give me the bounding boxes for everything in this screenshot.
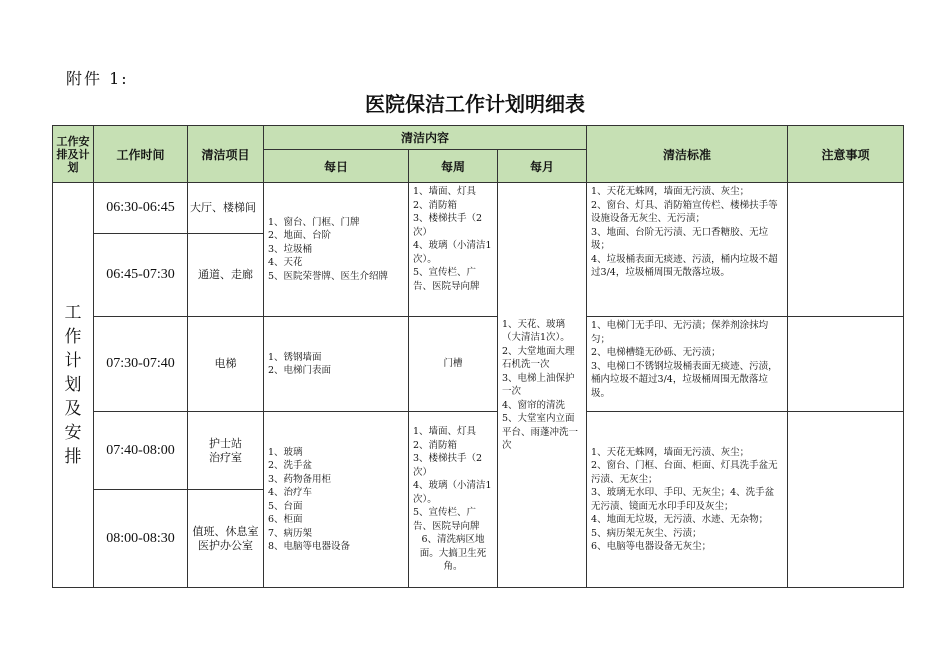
side-char: 划 <box>64 375 82 395</box>
side-char: 计 <box>64 351 82 371</box>
list-item: 4、玻璃（小清洁1次）。 <box>413 240 492 265</box>
header-time: 工作时间 <box>94 126 188 183</box>
list-item: 6、柜面 <box>268 514 303 525</box>
list-item: 3、电梯口不锈钢垃圾桶表面无痰迹、污渍，桶内垃圾不超过3/4，垃圾桶周围无散落垃圾。 <box>591 360 778 399</box>
list-item: 1、天花、玻璃（大清洁1次）。 <box>502 318 570 343</box>
page-title: 医院保洁工作计划明细表 <box>365 92 585 116</box>
item-cell <box>188 490 264 588</box>
monthly-content <box>498 183 587 588</box>
standard-content <box>587 317 788 412</box>
item-cell: 通道、走廊 <box>188 234 264 317</box>
list-item: 6、电脑等电器设备无灰尘； <box>591 541 712 552</box>
header-standard: 清洁标准 <box>587 126 788 183</box>
header-monthly: 每月 <box>498 150 587 183</box>
header-content: 清洁内容 <box>264 126 587 150</box>
list-item: 5、台面 <box>268 500 303 512</box>
weekly-content <box>409 412 498 588</box>
list-item: 2、洗手盆 <box>268 460 313 471</box>
list-item: 4、玻璃（小清洁1次）。 <box>413 480 492 505</box>
side-char: 排 <box>64 447 82 467</box>
cleaning-plan-table <box>52 125 904 588</box>
list-item: 3、垃圾桶 <box>268 243 313 255</box>
list-item: 3、药物备用柜 <box>268 473 332 485</box>
time-cell: 06:30-06:45 <box>94 183 188 234</box>
list-item: 1、墙面、灯具 <box>413 426 477 438</box>
header-arrangement: 工作安排及计划 <box>53 126 94 183</box>
header-daily: 每日 <box>264 150 409 183</box>
list-item: 3、地面、台阶无污渍、无口香糖胶、无垃圾； <box>591 226 769 251</box>
notes-cell <box>788 412 904 588</box>
list-item: 1、天花无蛛网，墙面无污渍、灰尘； <box>591 446 750 458</box>
list-item: 2、窗台、灯具、消防箱宣传栏、楼梯扶手等设施设备无灰尘、无污渍； <box>591 199 778 224</box>
daily-content <box>264 183 409 317</box>
time-cell: 06:45-07:30 <box>94 234 188 317</box>
time-cell: 08:00-08:30 <box>94 490 188 588</box>
side-char: 工 <box>64 303 82 323</box>
list-item: 1、锈钢墙面 <box>268 351 322 363</box>
list-item: 4、垃圾桶表面无痰迹、污渍，桶内垃圾不超过3/4，垃圾桶周围无散落垃圾。 <box>591 253 778 278</box>
list-item: 2、消防箱 <box>413 199 458 211</box>
list-item: 2、窗台、门框、台面、柜面、灯具洗手盆无污渍、无灰尘； <box>591 460 778 485</box>
list-item: 3、电梯上油保护一次 <box>502 372 575 397</box>
list-item: 1、窗台、门框、门牌 <box>268 216 360 228</box>
list-item: 6、清洗病区地面。大搞卫生死角。 <box>419 534 487 573</box>
list-item: 5、宣传栏、广告、医院导向牌 <box>413 267 480 292</box>
standard-content <box>587 412 788 588</box>
list-item: 7、病历架 <box>268 527 313 539</box>
list-item: 2、大堂地面大理石机洗一次 <box>502 345 575 370</box>
attachment-label: 附件 1: <box>66 69 129 88</box>
item-line: 值班、休息室 医护办公室 <box>192 524 259 552</box>
header-item: 清洁项目 <box>188 126 264 183</box>
list-item: 3、玻璃无水印、手印、无灰尘；4、洗手盆无污渍、镜面无水印手印及灰尘； <box>591 487 775 512</box>
list-item: 4、治疗车 <box>268 487 313 498</box>
item-line: 护士站 治疗室 <box>209 436 242 464</box>
standard-content <box>587 183 788 317</box>
header-notes: 注意事项 <box>788 126 904 183</box>
time-cell: 07:30-07:40 <box>94 317 188 412</box>
side-char: 安 <box>64 423 82 443</box>
list-item: 2、电梯门表面 <box>268 365 332 376</box>
list-item: 2、地面、台阶 <box>268 230 332 242</box>
list-item: 1、天花无蛛网，墙面无污渍、灰尘； <box>591 186 750 197</box>
list-item: 5、医院荣誉牌、医生介绍牌 <box>268 270 389 282</box>
side-char: 作 <box>64 327 82 347</box>
list-item: 5、病历架无灰尘、污渍； <box>591 527 702 539</box>
weekly-content: 门槽 <box>409 317 498 412</box>
list-item: 4、天花 <box>268 257 303 269</box>
item-cell: 电梯 <box>188 317 264 412</box>
list-item: 3、楼梯扶手（2次） <box>413 213 483 238</box>
list-item: 5、大堂室内立面平台、雨蓬冲洗一次 <box>502 413 579 451</box>
side-label <box>53 183 94 588</box>
list-item: 3、楼梯扶手（2次） <box>413 453 483 478</box>
time-cell: 07:40-08:00 <box>94 412 188 490</box>
item-cell: 大厅、楼梯间 <box>188 183 264 234</box>
daily-content <box>264 317 409 412</box>
header-weekly: 每周 <box>409 150 498 183</box>
list-item: 1、墙面、灯具 <box>413 186 477 197</box>
list-item: 1、玻璃 <box>268 446 303 458</box>
list-item: 4、地面无垃圾，无污渍、水迹、无杂物； <box>591 514 769 525</box>
list-item: 1、电梯门无手印、无污渍；保养剂涂抹均匀； <box>591 320 769 345</box>
list-item: 5、宣传栏、广告、医院导向牌 <box>413 507 480 532</box>
side-char: 及 <box>64 399 82 419</box>
list-item: 2、电梯槽缝无砂砾、无污渍； <box>591 347 721 358</box>
item-cell <box>188 412 264 490</box>
list-item: 2、消防箱 <box>413 439 458 451</box>
list-item: 8、电脑等电器设备 <box>268 541 351 552</box>
list-item: 4、窗帘的清洗 <box>502 399 566 411</box>
notes-cell <box>788 183 904 317</box>
notes-cell <box>788 317 904 412</box>
daily-content <box>264 412 409 588</box>
weekly-content <box>409 183 498 317</box>
